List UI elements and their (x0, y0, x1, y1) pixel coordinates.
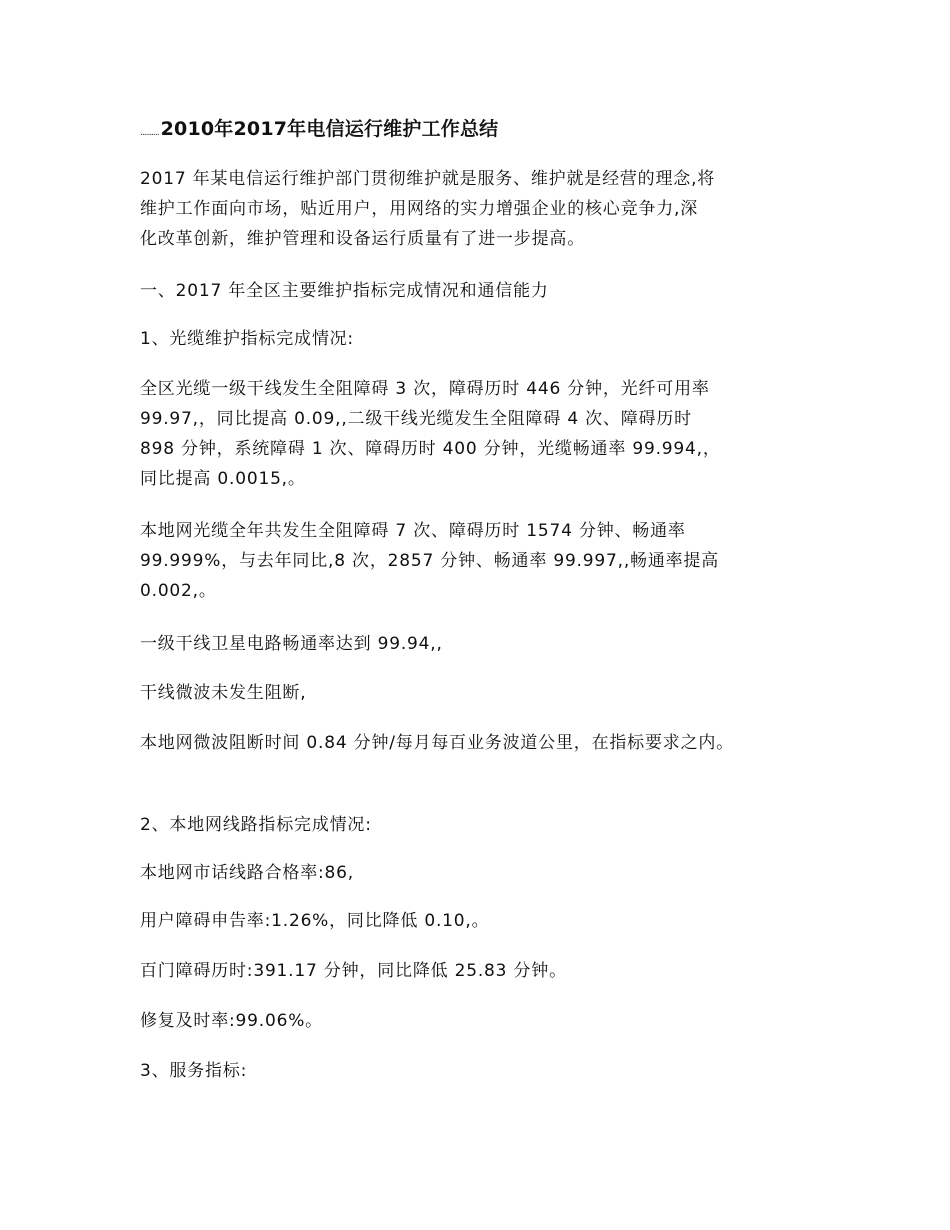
repair-rate-paragraph: 修复及时率:99.06%。 (140, 1011, 323, 1031)
trunk-line: 全区光缆一级干线发生全阻障碍 3 次，障碍历时 446 分钟，光纤可用率 (140, 379, 710, 399)
document-title (140, 114, 498, 141)
microwave-paragraph: 干线微波未发生阻断, (140, 683, 307, 703)
subsection-3-heading: 3、服务指标: (140, 1061, 248, 1081)
trunk-cable-paragraph (140, 374, 830, 494)
fault-report-paragraph: 用户障碍申告率:1.26%，同比降低 0.10,。 (140, 911, 490, 931)
intro-line: 维护工作面向市场，贴近用户，用网络的实力增强企业的核心竞争力,深 (140, 199, 699, 219)
intro-line: 2017 年某电信运行维护部门贯彻维护就是服务、维护就是经营的理念,将 (140, 169, 716, 189)
section-1-heading: 一、2017 年全区主要维护指标完成情况和通信能力 (140, 281, 549, 301)
intro-paragraph (140, 164, 830, 254)
trunk-line: 898 分钟，系统障碍 1 次、障碍历时 400 分钟，光缆畅通率 99.994,， (140, 439, 721, 459)
local-line: 99.999%，与去年同比,8 次，2857 分钟、畅通率 99.997,,畅通率提高 (140, 551, 720, 571)
intro-line: 化改革创新，维护管理和设备运行质量有了进一步提高。 (140, 229, 585, 249)
title-text: 2010年2017年电信运行维护工作总结 (160, 118, 499, 140)
local-line: 本地网光缆全年共发生全阻障碍 7 次、障碍历时 1574 分钟、畅通率 (140, 521, 686, 541)
title-leader-dots: .......... (140, 128, 159, 138)
trunk-line: 99.97,，同比提高 0.09,,二级干线光缆发生全阻障碍 4 次、障碍历时 (140, 409, 692, 429)
local-microwave-paragraph: 本地网微波阻断时间 0.84 分钟/每月每百业务波道公里，在指标要求之内。 (140, 733, 734, 753)
subsection-2-heading: 2、本地网线路指标完成情况: (140, 815, 372, 835)
local-cable-paragraph (140, 516, 830, 606)
local-line: 0.002,。 (140, 581, 217, 601)
satellite-paragraph: 一级干线卫星电路畅通率达到 99.94,, (140, 634, 443, 654)
subsection-1-heading: 1、光缆维护指标完成情况: (140, 329, 354, 349)
pass-rate-paragraph: 本地网市话线路合格率:86, (140, 863, 354, 883)
fault-duration-paragraph: 百门障碍历时:391.17 分钟，同比降低 25.83 分钟。 (140, 961, 567, 981)
trunk-line: 同比提高 0.0015,。 (140, 469, 306, 489)
